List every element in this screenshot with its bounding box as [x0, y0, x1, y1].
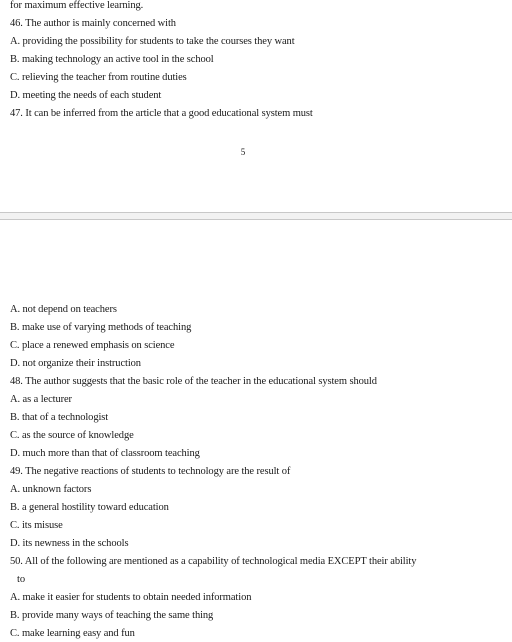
- question-47-option-d: D. not organize their instruction: [10, 358, 141, 369]
- text-line-continuation: for maximum effective learning.: [10, 0, 144, 11]
- question-48-option-d: D. much more than that of classroom teaching: [10, 448, 200, 459]
- question-50-option-b: B. provide many ways of teaching the same thing: [10, 610, 214, 621]
- question-49-option-a: A. unknown factors: [10, 484, 92, 495]
- question-46-option-b: B. making technology an active tool in the school: [10, 54, 214, 65]
- document-page-top: [0, 0, 512, 212]
- question-46-option-d: D. meeting the needs of each student: [10, 90, 162, 101]
- question-47-option-c: C. place a renewed emphasis on science: [10, 340, 175, 351]
- question-47-stem: 47. It can be inferred from the article that a good educational system must: [10, 108, 313, 119]
- question-47-option-b: B. make use of varying methods of teaching: [10, 322, 192, 333]
- question-49-option-b: B. a general hostility toward education: [10, 502, 169, 513]
- question-48-option-c: C. as the source of knowledge: [10, 430, 134, 441]
- page-separator: [0, 212, 512, 220]
- question-46-stem: 46. The author is mainly concerned with: [10, 18, 176, 29]
- question-50-stem-continuation: to: [17, 574, 25, 585]
- question-48-stem: 48. The author suggests that the basic role of the teacher in the educational system should: [10, 376, 377, 387]
- question-49-stem: 49. The negative reactions of students to technology are the result of: [10, 466, 291, 477]
- question-49-option-d: D. its newness in the schools: [10, 538, 129, 549]
- document-page-bottom: [0, 220, 512, 642]
- page-number: 5: [240, 147, 246, 157]
- question-46-option-a: A. providing the possibility for students to take the courses they want: [10, 36, 295, 47]
- question-50-option-a: A. make it easier for students to obtain needed information: [10, 592, 252, 603]
- question-48-option-b: B. that of a technologist: [10, 412, 109, 423]
- question-48-option-a: A. as a lecturer: [10, 394, 72, 405]
- question-47-option-a: A. not depend on teachers: [10, 304, 117, 315]
- question-46-option-c: C. relieving the teacher from routine duties: [10, 72, 187, 83]
- question-49-option-c: C. its misuse: [10, 520, 63, 531]
- question-50-stem: 50. All of the following are mentioned as a capability of technological media EXCEPT their ability: [10, 556, 417, 567]
- question-50-option-c: C. make learning easy and fun: [10, 628, 135, 639]
